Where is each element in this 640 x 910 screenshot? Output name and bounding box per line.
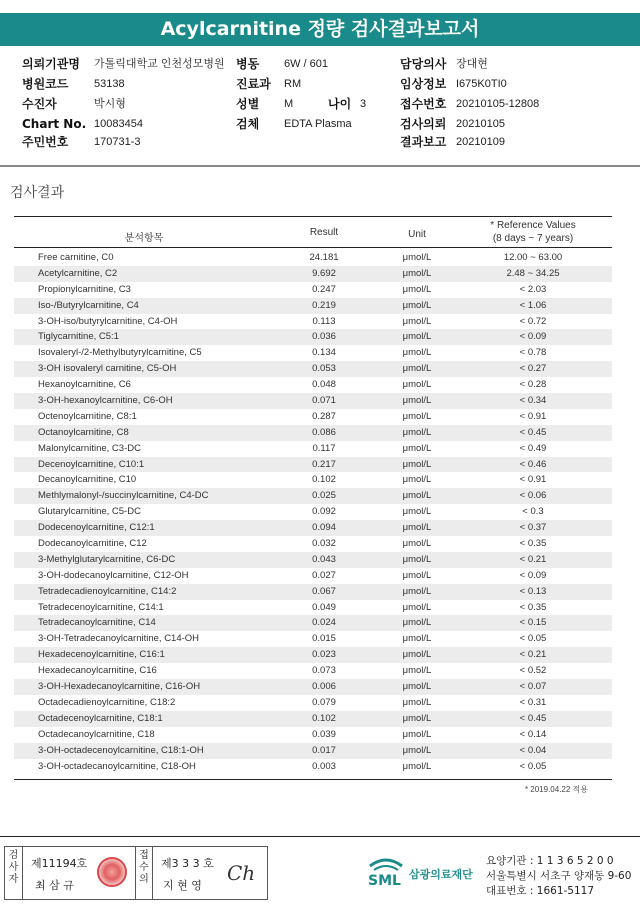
reference-value: < 0.14: [519, 728, 547, 740]
vertical-label-char: 검: [8, 850, 19, 861]
unit-value: μmol/L: [402, 712, 432, 724]
analyte-name: Tetradecanoylcarnitine, C14: [38, 617, 156, 629]
analyte-name: 3-OH-octadecanoylcarnitine, C18-OH: [38, 760, 196, 772]
result-value: 0.036: [312, 331, 336, 343]
reference-value: < 0.21: [519, 553, 547, 565]
unit-value: μmol/L: [402, 585, 432, 597]
age-label: 나이: [328, 97, 352, 111]
table-row: [14, 520, 612, 536]
reference-value: < 0.35: [519, 601, 547, 613]
result-value: 0.117: [312, 442, 336, 454]
result-value: 0.079: [312, 696, 336, 708]
unit-value: μmol/L: [402, 601, 432, 613]
result-value: 0.049: [312, 601, 336, 613]
result-value: 0.113: [312, 315, 336, 327]
reviewer-license-no: 제3 3 3 호: [161, 857, 214, 870]
analyte-name: Isovaleryl-/2-Methylbutyrylcarnitine, C5: [38, 347, 202, 359]
analyte-name: Decenoylcarnitine, C10:1: [38, 458, 145, 470]
table-row: [14, 409, 612, 425]
table-row: [14, 584, 612, 600]
table-row: [14, 711, 612, 727]
analyte-name: 3-OH-Hexadecanoylcarnitine, C16-OH: [38, 681, 201, 693]
table-row: [14, 679, 612, 695]
table-row: [14, 377, 612, 393]
result-value: 0.032: [312, 538, 336, 550]
examinee-label: 수진자: [22, 97, 57, 111]
info-row-1: [22, 56, 632, 72]
reference-value: < 0.28: [519, 379, 547, 391]
reference-value: < 0.52: [519, 665, 547, 677]
info-row-4: [22, 116, 632, 132]
result-value: 0.287: [312, 410, 336, 422]
report-title: Acylcarnitine 정량 검사결과보고서: [0, 13, 640, 46]
result-value: 0.015: [312, 633, 336, 645]
info-row-3: [22, 96, 632, 112]
analyte-name: Tetradecadienoylcarnitine, C14:2: [38, 585, 177, 597]
vertical-label-char: 사: [8, 862, 19, 873]
reference-value: < 0.45: [519, 426, 547, 438]
table-row: [14, 663, 612, 679]
doctor-label: 담당의사: [400, 57, 447, 71]
header-unit: Unit: [408, 229, 426, 240]
analyte-name: 3-OH isovaleryl carnitine, C5-OH: [38, 363, 177, 375]
unit-value: μmol/L: [402, 267, 432, 279]
header-divider: [0, 165, 640, 167]
header-item: 분석항목: [124, 233, 164, 244]
analyte-name: Iso-/Butyrylcarnitine, C4: [38, 299, 139, 311]
unit-value: μmol/L: [402, 347, 432, 359]
unit-value: μmol/L: [402, 331, 432, 343]
result-value: 0.086: [312, 426, 336, 438]
table-row: [14, 552, 612, 568]
reference-value: < 0.27: [519, 363, 547, 375]
unit-value: μmol/L: [402, 744, 432, 756]
result-value: 0.102: [312, 474, 336, 486]
result-value: 0.094: [312, 522, 336, 534]
analyte-name: Free carnitine, C0: [38, 252, 114, 263]
table-row: [14, 393, 612, 409]
hospital-code-value: 53138: [94, 78, 125, 90]
reference-value: < 0.34: [519, 395, 547, 407]
unit-value: μmol/L: [402, 395, 432, 407]
result-value: 0.092: [312, 506, 336, 518]
table-row: [14, 441, 612, 457]
reference-value: < 0.91: [519, 410, 547, 422]
reference-value: < 0.21: [519, 649, 547, 661]
dept-value: RM: [284, 78, 302, 90]
analyte-name: 3-Methylglutarylcarnitine, C6-DC: [38, 553, 176, 565]
tester-license-no: 제11194호: [31, 857, 88, 870]
footer-divider: [0, 836, 640, 837]
vertical-label-char: 수: [139, 862, 149, 873]
unit-value: μmol/L: [402, 665, 432, 677]
reference-value: < 0.45: [519, 712, 547, 724]
vertical-label-char: 의: [139, 874, 149, 885]
result-value: 0.048: [312, 379, 336, 391]
reference-value: 12.00 ~ 63.00: [503, 252, 563, 263]
analyte-name: Octanoylcarnitine, C8: [38, 426, 129, 438]
vertical-label-char: 접: [139, 850, 149, 861]
table-row: [14, 472, 612, 488]
unit-value: μmol/L: [402, 363, 432, 375]
result-value: 0.039: [312, 728, 336, 740]
section-title: 검사결과: [10, 185, 65, 201]
unit-value: μmol/L: [402, 379, 432, 391]
info-row-2: [22, 76, 632, 92]
analyte-name: 3-OH-Tetradecanoylcarnitine, C14-OH: [38, 633, 200, 645]
analyte-name: Octadecadienoylcarnitine, C18:2: [38, 696, 176, 708]
unit-value: μmol/L: [402, 728, 432, 740]
table-row: [14, 759, 612, 775]
reference-value: < 0.35: [519, 538, 547, 550]
tester-vertical-label: [5, 847, 23, 899]
reference-value: < 0.05: [519, 760, 547, 772]
table-row: [14, 298, 612, 314]
result-value: 0.102: [312, 712, 336, 724]
logo-text: SML: [368, 873, 401, 889]
analyte-name: 3-OH-octadecenoylcarnitine, C18:1-OH: [38, 744, 204, 756]
reference-value: < 0.72: [519, 315, 547, 327]
reference-value: 2.48 ~ 34.25: [506, 267, 560, 279]
table-row: [14, 329, 612, 345]
result-report-value: 20210109: [456, 136, 505, 148]
result-value: 0.071: [312, 395, 336, 407]
header-result: Result: [309, 227, 339, 238]
table-row: [14, 314, 612, 330]
handwritten-signature: Ch: [227, 861, 256, 885]
result-value: 0.053: [312, 363, 336, 375]
analyte-name: Hexadecanoylcarnitine, C16: [38, 665, 157, 677]
request-label: 검사의뢰: [400, 117, 447, 131]
reception-value: 20210105-12808: [456, 98, 540, 110]
table-row: [14, 457, 612, 473]
table-row: [14, 647, 612, 663]
result-value: 0.247: [312, 283, 336, 295]
unit-value: μmol/L: [402, 760, 432, 772]
unit-value: μmol/L: [402, 490, 432, 502]
reception-label: 접수번호: [400, 97, 447, 111]
unit-value: μmol/L: [402, 410, 432, 422]
result-value: 0.217: [312, 458, 336, 470]
unit-value: μmol/L: [402, 696, 432, 708]
unit-value: μmol/L: [402, 315, 432, 327]
analyte-name: Acetylcarnitine, C2: [38, 267, 118, 279]
unit-value: μmol/L: [402, 474, 432, 486]
reference-value: < 0.78: [519, 347, 547, 359]
table-row: [14, 425, 612, 441]
analyte-name: Hexadecenoylcarnitine, C16:1: [38, 649, 165, 661]
unit-value: μmol/L: [402, 553, 432, 565]
result-value: 0.134: [312, 347, 336, 359]
result-report-label: 결과보고: [400, 135, 447, 149]
clinical-label: 임상정보: [400, 77, 447, 91]
analyte-name: Propionylcarnitine, C3: [38, 283, 131, 295]
specimen-label: 검체: [236, 117, 260, 131]
analyte-name: Tiglycarnitine, C5:1: [38, 331, 119, 343]
clinical-value: I675K0TI0: [456, 78, 507, 90]
analyte-name: Dodecanoylcarnitine, C12: [38, 538, 147, 550]
reviewer-vertical-label: [135, 847, 153, 899]
reviewer-name: 지 현 영: [163, 879, 202, 892]
table-row: [14, 695, 612, 711]
table-row: [14, 536, 612, 552]
age-value: 3: [360, 98, 367, 110]
analyte-name: Malonylcarnitine, C3-DC: [38, 442, 141, 454]
ward-value: 6W / 601: [284, 58, 329, 70]
specimen-value: EDTA Plasma: [284, 118, 352, 130]
analyte-name: Octenoylcarnitine, C8:1: [38, 410, 137, 422]
chart-label: Chart No.: [22, 117, 87, 131]
result-value: 0.025: [312, 490, 336, 502]
result-value: 0.023: [312, 649, 336, 661]
reference-value: < 0.13: [519, 585, 547, 597]
reference-value: < 0.05: [519, 633, 547, 645]
unit-value: μmol/L: [402, 569, 432, 581]
analyte-name: Dodecenoylcarnitine, C12:1: [38, 522, 155, 534]
reference-value: < 0.31: [519, 696, 547, 708]
analyte-name: Tetradecenoylcarnitine, C14:1: [38, 601, 164, 613]
institution-label: 의뢰기관명: [22, 57, 80, 71]
analyte-name: Hexanoylcarnitine, C6: [38, 379, 131, 391]
doctor-value: 장대현: [456, 58, 488, 70]
reference-value: < 0.04: [519, 744, 547, 756]
result-value: 0.006: [312, 681, 336, 693]
ward-label: 병동: [236, 57, 260, 71]
unit-value: μmol/L: [402, 649, 432, 661]
org-name: 삼광의료재단: [409, 868, 473, 881]
lab-contact: [486, 854, 631, 899]
request-value: 20210105: [456, 118, 505, 130]
unit-value: μmol/L: [402, 522, 432, 534]
reference-value: < 0.07: [519, 681, 547, 693]
unit-value: μmol/L: [402, 633, 432, 645]
unit-value: μmol/L: [402, 283, 432, 295]
result-value: 0.043: [312, 553, 336, 565]
vertical-label-char: 자: [8, 874, 19, 885]
unit-value: μmol/L: [402, 442, 432, 454]
dept-label: 진료과: [236, 77, 271, 91]
reference-value: < 0.15: [519, 617, 547, 629]
reference-value: < 2.03: [519, 283, 547, 295]
unit-value: μmol/L: [402, 617, 432, 629]
analyte-name: 3-OH-dodecanoylcarnitine, C12-OH: [38, 569, 189, 581]
table-row: [14, 488, 612, 504]
resident-label: 주민번호: [22, 135, 69, 149]
analyte-name: Methlymalonyl-/succinylcarnitine, C4-DC: [38, 490, 209, 502]
table-row: [14, 600, 612, 616]
analyte-name: 3-OH-hexanoylcarnitine, C6-OH: [38, 395, 173, 407]
result-value: 0.003: [312, 760, 336, 772]
resident-value: 170731-3: [94, 136, 141, 148]
table-top-rule: [14, 216, 612, 217]
unit-value: μmol/L: [402, 538, 432, 550]
reference-value: < 0.09: [519, 569, 547, 581]
result-value: 0.017: [312, 744, 336, 756]
table-bottom-rule: [14, 779, 612, 780]
reference-value: < 1.06: [519, 299, 547, 311]
reference-value: < 0.06: [519, 490, 547, 502]
table-row: [14, 282, 612, 298]
unit-value: μmol/L: [402, 458, 432, 470]
table-row: [14, 250, 612, 266]
table-row: [14, 743, 612, 759]
reference-value: < 0.37: [519, 522, 547, 534]
tester-name: 최 삼 규: [35, 879, 74, 892]
analyte-name: Glutarylcarnitine, C5-DC: [38, 506, 141, 518]
result-value: 0.219: [312, 299, 336, 311]
result-value: 0.073: [312, 665, 336, 677]
table-row: [14, 345, 612, 361]
table-row: [14, 361, 612, 377]
hospital-code-label: 병원코드: [22, 77, 69, 91]
table-row: [14, 615, 612, 631]
header-ref-line2: (8 days ~ 7 years): [492, 233, 574, 244]
chart-value: 10083454: [94, 118, 143, 130]
table-row: [14, 727, 612, 743]
result-value: 0.024: [312, 617, 336, 629]
reference-value: < 0.91: [519, 474, 547, 486]
result-value: 24.181: [309, 252, 339, 263]
header-ref-line1: * Reference Values: [490, 220, 576, 231]
table-body: [14, 250, 612, 774]
analyte-name: Octadecenoylcarnitine, C18:1: [38, 712, 163, 724]
signature-box: [4, 846, 268, 900]
table-row: [14, 631, 612, 647]
lab-phone: 대표번호 : 1661-5117: [486, 885, 595, 897]
table-row: [14, 266, 612, 282]
reference-value: < 0.49: [519, 442, 547, 454]
sml-logo-icon: [366, 852, 406, 892]
unit-value: μmol/L: [402, 252, 432, 263]
result-value: 0.027: [312, 569, 336, 581]
official-stamp: [97, 857, 127, 887]
agency-no: 요양기관 : 1 1 3 6 5 2 0 0: [486, 855, 614, 867]
info-row-5: [22, 134, 632, 150]
unit-value: μmol/L: [402, 299, 432, 311]
table-header-rule: [14, 247, 612, 248]
lab-address: 서울특별시 서초구 양재동 9-60: [486, 870, 632, 882]
table-row: [14, 504, 612, 520]
analyte-name: Octadecanoylcarnitine, C18: [38, 728, 155, 740]
result-value: 9.692: [312, 267, 336, 279]
sex-value: M: [284, 98, 294, 110]
table-row: [14, 568, 612, 584]
analyte-name: 3-OH-iso/butyrylcarnitine, C4-OH: [38, 315, 178, 327]
unit-value: μmol/L: [402, 426, 432, 438]
unit-value: μmol/L: [402, 506, 432, 518]
reference-value: < 0.3: [522, 506, 544, 518]
reference-value: < 0.09: [519, 331, 547, 343]
reference-note: * 2019.04.22 적용: [524, 785, 588, 794]
analyte-name: Decanoylcarnitine, C10: [38, 474, 137, 486]
result-value: 0.067: [312, 585, 336, 597]
institution-value: 가톨릭대학교 인천성모병원: [94, 58, 225, 70]
examinee-value: 박시형: [94, 98, 126, 110]
sex-label: 성별: [236, 97, 260, 111]
unit-value: μmol/L: [402, 681, 432, 693]
reference-value: < 0.46: [519, 458, 547, 470]
